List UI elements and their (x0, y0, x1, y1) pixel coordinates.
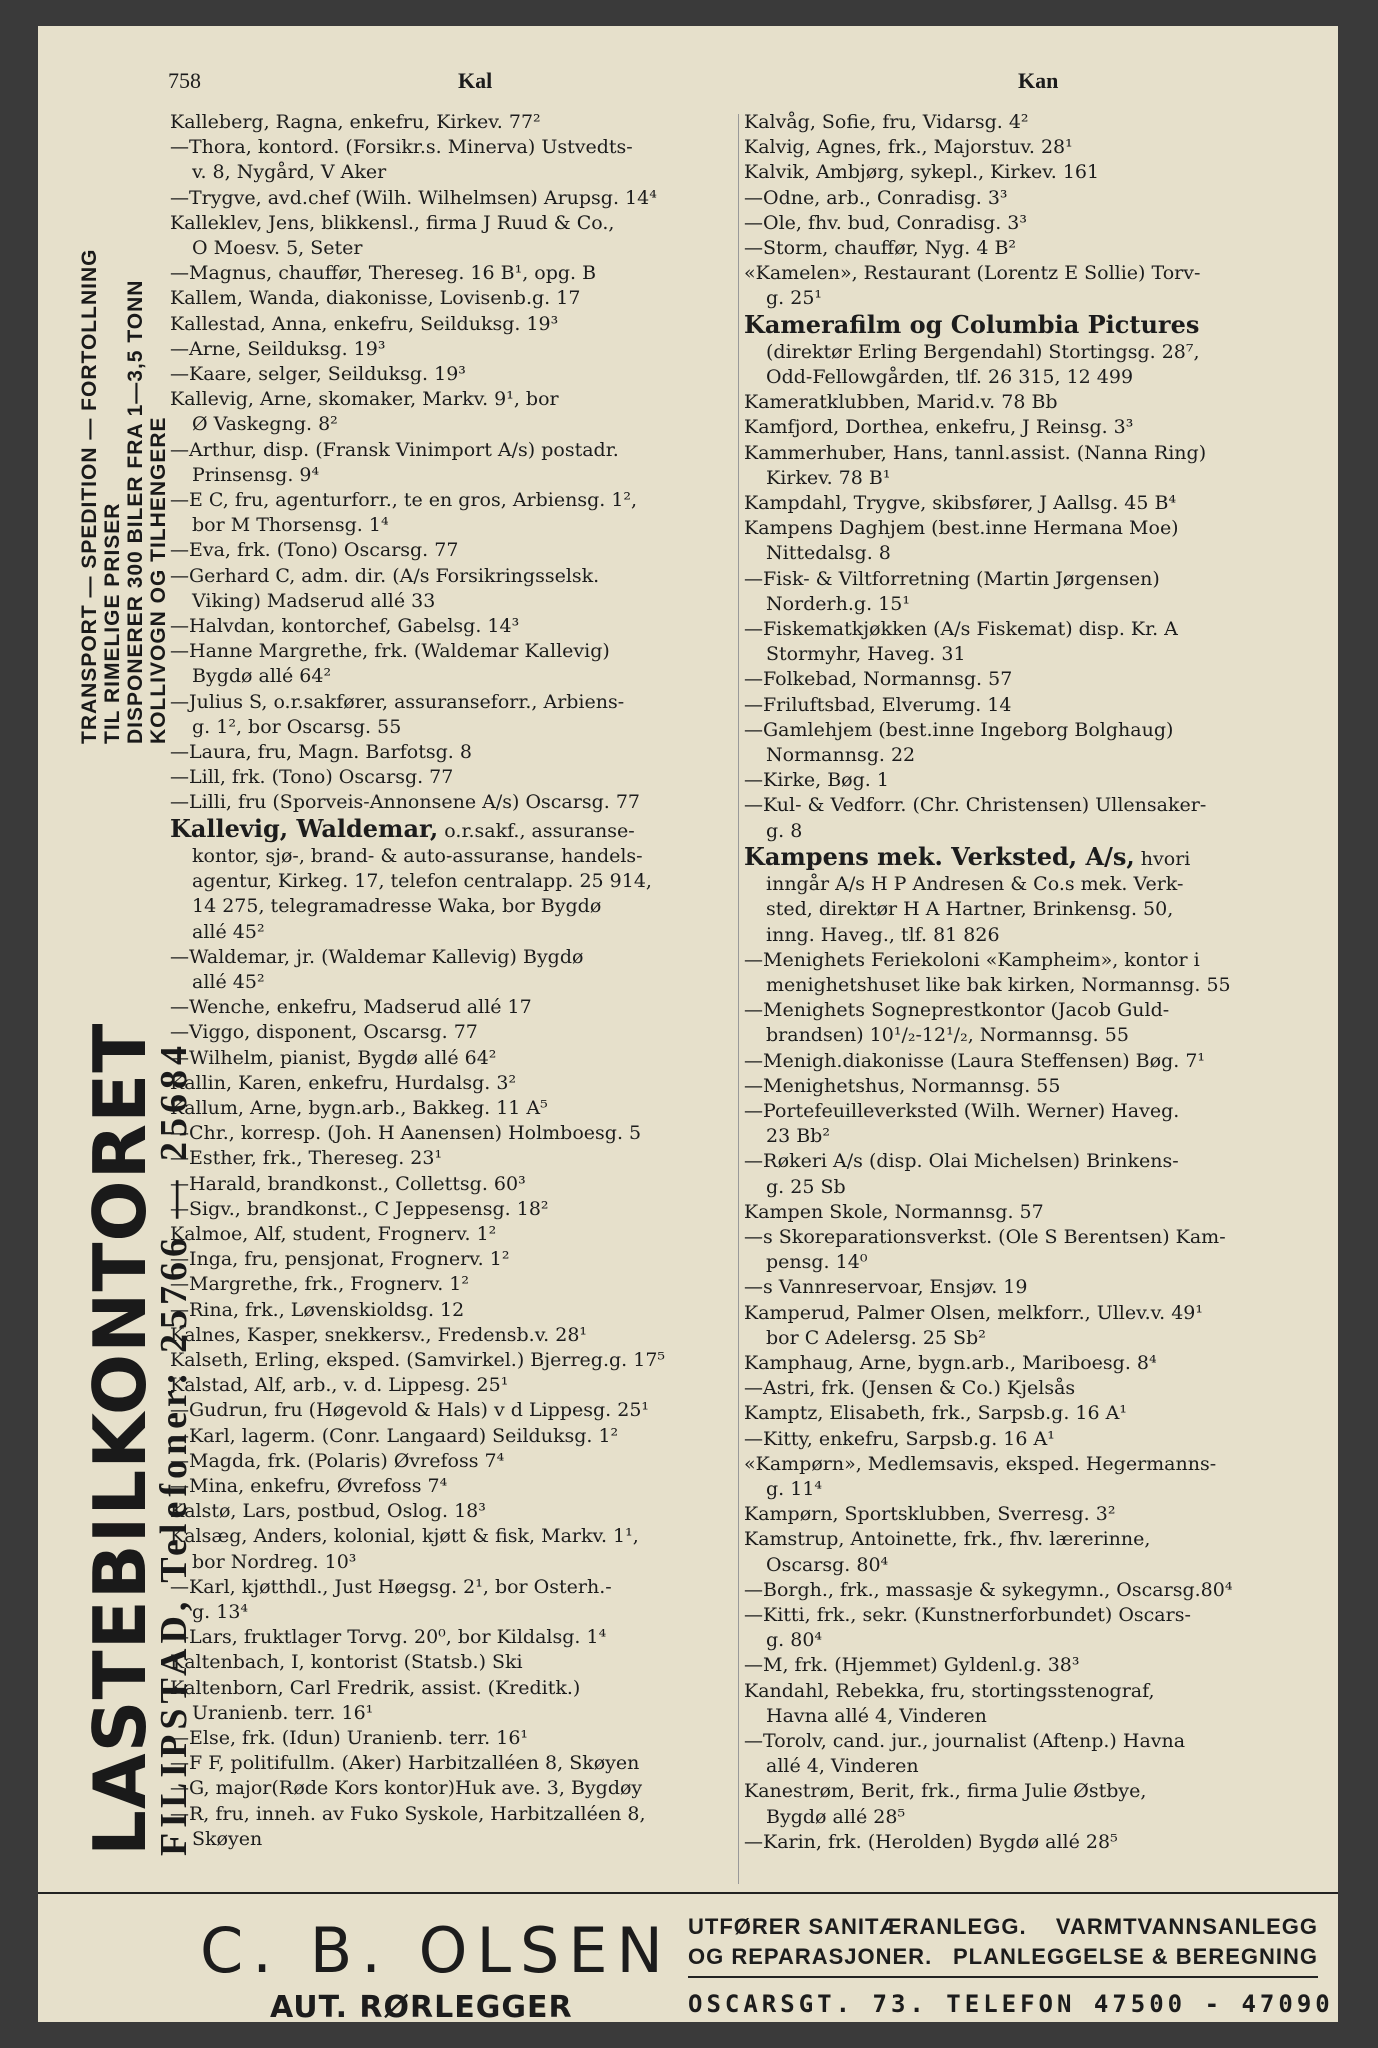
directory-entry (170, 614, 740, 639)
entry-headline: —Borgh., frk., massasje & sykegymn., Oscarsg.80⁴ (744, 1578, 1233, 1601)
entry-headline: Kalsæg, Anders, kolonial, kjøtt & fisk, Markv. 1¹, (170, 1525, 639, 1548)
directory-entry (170, 1398, 740, 1423)
entry-headline: —Lars, fruktlager Torvg. 20⁰, bor Kildalsg. 1⁴ (170, 1626, 607, 1649)
directory-entry (170, 1046, 740, 1071)
directory-entry (170, 1197, 740, 1222)
directory-entry (744, 998, 1310, 1048)
entry-headline: —G, major(Røde Kors kontor)Huk ave. 3, Bygdøy (170, 1777, 643, 1800)
entry-headline: —s Skoreparationsverkst. (Ole S Berentsen) Kam- (744, 1225, 1226, 1248)
entry-headline: Kallin, Karen, enkefru, Hurdalsg. 3² (170, 1071, 517, 1094)
entry-headline: —s Vannreservoar, Ensjøv. 19 (744, 1276, 1028, 1299)
directory-entry (170, 1373, 740, 1398)
directory-entry (744, 1301, 1310, 1351)
entry-continuation: allé 45² (192, 970, 265, 993)
directory-entry (744, 1401, 1310, 1426)
entry-continuation: inng. Haveg., tlf. 81 826 (766, 923, 1000, 946)
footer-service: OG REPARASJONER. (688, 1944, 933, 1969)
entry-continuation: Viking) Madserud allé 33 (192, 589, 436, 612)
directory-entry (744, 617, 1310, 667)
entry-headline: Kanestrøm, Berit, frk., firma Julie Østbye, (744, 1780, 1147, 1803)
entry-headline: Kalstø, Lars, postbud, Oslog. 18³ (170, 1500, 486, 1523)
entry-continuation: brandsen) 10¹/₂-12¹/₂, Normannsg. 55 (766, 1024, 1129, 1047)
directory-entry (170, 312, 740, 337)
directory-entry (744, 160, 1310, 185)
entry-headline: —Gamlehjem (best.inne Ingeborg Bolghaug) (744, 718, 1174, 741)
directory-entry (170, 1146, 740, 1171)
keyword-right: Kan (1018, 68, 1059, 93)
entry-headline: Kampen Skole, Normannsg. 57 (744, 1200, 1044, 1223)
directory-entry (170, 1424, 740, 1449)
entry-headline: Kallevig, Arne, skomaker, Markv. 9¹, bor (170, 388, 559, 411)
directory-entry (744, 1452, 1310, 1502)
entry-continuation: Odd-Fellowgården, tlf. 26 315, 12 499 (766, 366, 1134, 389)
entry-headline: —Kirke, Bøg. 1 (744, 769, 889, 792)
entry-headline: Kalvig, Agnes, frk., Majorstuv. 28¹ (744, 136, 1073, 159)
directory-entry (170, 564, 740, 614)
directory-entry (744, 718, 1310, 768)
entry-continuation: g. 8 (766, 819, 803, 842)
entry-headline: Kallevig, Waldemar, (170, 813, 439, 843)
directory-entry (744, 1074, 1310, 1099)
entry-headline: —Folkebad, Normannsg. 57 (744, 668, 1013, 691)
entry-headline: —F F, politifullm. (Aker) Harbitzalléen 8, Skøyen (170, 1752, 640, 1775)
directory-entry (170, 337, 740, 362)
footer-company-name: C. B. OLSEN (200, 1914, 672, 1987)
directory-entry (170, 1348, 740, 1373)
entry-continuation: Uranienb. terr. 16¹ (192, 1701, 374, 1724)
entry-headline: —Trygve, avd.chef (Wilh. Wilhelmsen) Arupsg. 14⁴ (170, 186, 657, 209)
entry-continuation: Havna allé 4, Vinderen (766, 1704, 987, 1727)
ad-phone-line: FILIPSTAD, Telefoner: 25766 — 25684 (153, 1040, 195, 1856)
entry-headline: Kalnes, Kasper, snekkersv., Fredensb.v. 28¹ (170, 1323, 588, 1346)
entry-continuation: bor M Thorsensg. 1⁴ (192, 514, 389, 537)
entry-continuation: 14 275, telegramadresse Waka, bor Bygdø (192, 895, 602, 918)
entry-continuation: g. 25¹ (766, 287, 823, 310)
entry-headline: —Kaare, selger, Seilduksg. 19³ (170, 363, 466, 386)
entry-continuation: inngår A/s H P Andresen & Co.s mek. Verk- (766, 873, 1184, 896)
entry-headline: —Astri, frk. (Jensen & Co.) Kjelsås (744, 1377, 1076, 1400)
entry-headline: Kallum, Arne, bygn.arb., Bakkeg. 11 A⁵ (170, 1096, 548, 1119)
directory-entry (170, 211, 740, 261)
directory-entry (744, 441, 1310, 491)
entry-headline: —Arthur, disp. (Fransk Vinimport A/s) postadr. (170, 438, 619, 461)
entry-headline: Kallem, Wanda, diakonisse, Lovisenb.g. 17 (170, 287, 581, 310)
entry-headline: —Margrethe, frk., Frognerv. 1² (170, 1273, 469, 1296)
entry-headline: Kalvåg, Sofie, fru, Vidarsg. 4² (744, 111, 1029, 133)
directory-entry (744, 1200, 1310, 1225)
directory-entry (744, 1527, 1310, 1577)
entry-headline: —Karin, frk. (Herolden) Bygdø allé 28⁵ (744, 1830, 1118, 1853)
directory-entry (744, 567, 1310, 617)
entry-headline: Kalseth, Erling, eksped. (Samvirkel.) Bjerreg.g. 17⁵ (170, 1348, 666, 1371)
entry-continuation: g. 13⁴ (192, 1600, 249, 1623)
entry-continuation: sted, direktør H A Hartner, Brinkensg. 50, (766, 898, 1174, 921)
column-divider (738, 114, 739, 1884)
entry-headline: —Hanne Margrethe, frk. (Waldemar Kallevig) (170, 640, 610, 663)
entry-headline: —Eva, frk. (Tono) Oscarsg. 77 (170, 539, 459, 562)
entry-continuation: bor Nordreg. 10³ (192, 1550, 357, 1573)
entry-headline: —Inga, fru, pensjonat, Frognerv. 1² (170, 1248, 510, 1271)
directory-entry (170, 1776, 740, 1801)
entry-headline: —Magnus, chauffør, Thereseg. 16 B¹, opg. B (170, 262, 597, 285)
entry-headline: —Fisk- & Viltforretning (Martin Jørgensen) (744, 567, 1160, 590)
entry-tail: hvori (1134, 847, 1191, 870)
page-header (38, 68, 1338, 108)
entry-headline: Kampens Daghjem (best.inne Hermana Moe) (744, 517, 1179, 540)
directory-entry (744, 793, 1310, 843)
directory-entry (170, 1096, 740, 1121)
entry-headline: Kamfjord, Dorthea, enkefru, J Reinsg. 3³ (744, 416, 1134, 439)
directory-entry (744, 1729, 1310, 1779)
entry-headline: Kamperud, Palmer Olsen, melkforr., Ullev.v. 49¹ (744, 1301, 1203, 1324)
entry-continuation: Oscarsg. 80⁴ (766, 1553, 889, 1576)
directory-entry (170, 813, 740, 945)
directory-entry (170, 1499, 740, 1524)
entry-headline: «Kamelen», Restaurant (Lorentz E Sollie) Torv- (744, 262, 1201, 285)
entry-headline: —M, frk. (Hjemmet) Gyldenl.g. 38³ (744, 1654, 1080, 1677)
entry-continuation: Ø Vaskegng. 8² (192, 413, 338, 436)
directory-entry (170, 1449, 740, 1474)
directory-entry (170, 1575, 740, 1625)
directory-entry (744, 841, 1310, 948)
directory-entry (170, 438, 740, 488)
entry-continuation: Norderh.g. 15¹ (766, 592, 910, 615)
entry-tail: o.r.sakf., assuranse- (438, 819, 635, 842)
directory-entry (170, 1625, 740, 1650)
entry-headline: —Røkeri A/s (disp. Olai Michelsen) Brinkens- (744, 1150, 1179, 1173)
footer-services-row-2 (688, 1944, 1318, 1970)
entry-continuation: g. 1², bor Oscarsg. 55 (192, 715, 402, 738)
entry-headline: —R, fru, inneh. av Fuko Syskole, Harbitzalléen 8, (170, 1802, 646, 1825)
entry-headline: —Kul- & Vedforr. (Chr. Christensen) Ullensaker- (744, 794, 1207, 817)
entry-headline: —Wenche, enkefru, Madserud allé 17 (170, 996, 532, 1019)
entry-continuation: g. 80⁴ (766, 1629, 823, 1652)
ad-line-1: TRANSPORT — SPEDITION — FORTOLLNING (78, 248, 101, 744)
directory-entry (744, 186, 1310, 211)
entry-headline: —Menighetshus, Normannsg. 55 (744, 1074, 1061, 1097)
entry-headline: Kamerafilm og Columbia Pictures (744, 309, 1200, 339)
directory-entry (170, 1751, 740, 1776)
entry-headline: —Fiskematkjøkken (A/s Fiskemat) disp. Kr. A (744, 618, 1178, 641)
directory-entry (170, 790, 740, 815)
entry-headline: —Mina, enkefru, Øvrefoss 7⁴ (170, 1474, 448, 1497)
directory-entry (170, 1172, 740, 1197)
ad-line-2: TIL RIMELIGE PRISER (101, 502, 124, 744)
directory-entry (170, 740, 740, 765)
directory-entry (170, 135, 740, 185)
footer-service: UTFØRER SANITÆRANLEGG. (688, 1914, 1027, 1939)
entry-headline: Kalleklev, Jens, blikkensl., firma J Ruud & Co., (170, 211, 615, 234)
directory-entry (170, 1121, 740, 1146)
footer-subtitle: AUT. RØRLEGGER (270, 1990, 573, 2022)
entry-headline: Kamptz, Elisabeth, frk., Sarpsb.g. 16 A¹ (744, 1402, 1127, 1425)
footer-rule (688, 1976, 1318, 1978)
entry-headline: —Menighets Sogneprestkontor (Jacob Guld- (744, 999, 1170, 1022)
entry-continuation: g. 11⁴ (766, 1477, 823, 1500)
ad-company-name: LASTEBILKONTORET (78, 1022, 162, 1856)
entry-headline: Kampens mek. Verksted, A/s, (744, 841, 1135, 871)
page-number: 758 (168, 68, 201, 93)
directory-entry (170, 1071, 740, 1096)
entry-continuation: Bygdø allé 28⁵ (766, 1805, 906, 1828)
entry-headline: —Gudrun, fru (Høgevold & Hals) v d Lippesg. 25¹ (170, 1399, 650, 1422)
entry-headline: —Thora, kontord. (Forsikr.s. Minerva) Ustvedts- (170, 136, 633, 159)
entry-continuation: v. 8, Nygård, V Aker (192, 161, 387, 184)
directory-entry (170, 1323, 740, 1348)
directory-entry (170, 1247, 740, 1272)
entry-headline: —Sigv., brandkonst., C Jeppesensg. 18² (170, 1197, 549, 1220)
entry-headline: Kallestad, Anna, enkefru, Seilduksg. 19³ (170, 312, 559, 335)
entry-headline: —Lilli, fru (Sporveis-Annonsene A/s) Oscarsg. 77 (170, 791, 640, 814)
entry-headline: —Viggo, disponent, Oscarsg. 77 (170, 1021, 478, 1044)
directory-entry (744, 1427, 1310, 1452)
entry-continuation: g. 25 Sb (766, 1175, 846, 1198)
directory-page (38, 26, 1338, 2022)
directory-entry (744, 1275, 1310, 1300)
entry-continuation: allé 4, Vinderen (766, 1755, 919, 1778)
directory-entry (744, 135, 1310, 160)
entry-continuation: kontor, sjø-, brand- & auto-assuranse, handels- (192, 844, 643, 867)
directory-entry (744, 415, 1310, 440)
directory-entry (170, 1020, 740, 1045)
directory-entry (744, 1351, 1310, 1376)
directory-entry (744, 1502, 1310, 1527)
entry-headline: —Odne, arb., Conradisg. 3³ (744, 186, 1008, 209)
directory-entry (744, 1225, 1310, 1275)
directory-entry (170, 1272, 740, 1297)
directory-entry (744, 1603, 1310, 1653)
directory-entry (170, 765, 740, 790)
entry-headline: —Menigh.diakonisse (Laura Steffensen) Bøg. 7¹ (744, 1049, 1206, 1072)
directory-entry (744, 1376, 1310, 1401)
entry-continuation: O Moesv. 5, Seter (192, 237, 363, 260)
directory-entry (744, 309, 1310, 391)
entry-headline: —Julius S, o.r.sakfører, assuranseforr., Arbiens- (170, 690, 625, 713)
entry-headline: Kamphaug, Arne, bygn.arb., Mariboesg. 8⁴ (744, 1351, 1157, 1374)
directory-entry (170, 1802, 740, 1852)
directory-entry (170, 639, 740, 689)
directory-entry (744, 516, 1310, 566)
entry-continuation: menighetshuset like bak kirken, Normannsg. 55 (766, 973, 1231, 996)
entry-headline: —Friluftsbad, Elverumg. 14 (744, 693, 1012, 716)
directory-entry (170, 1676, 740, 1726)
entry-headline: Kalstad, Alf, arb., v. d. Lippesg. 25¹ (170, 1374, 509, 1397)
footer-service: VARMTVANNSANLEGG (1055, 1914, 1318, 1939)
directory-entry (744, 1679, 1310, 1729)
entry-continuation: 23 Bb² (766, 1125, 830, 1148)
entry-headline: Kandahl, Rebekka, fru, stortingsstenograf, (744, 1679, 1155, 1702)
entry-headline: Kamstrup, Antoinette, frk., fhv. lærerinne, (744, 1528, 1151, 1551)
entry-headline: —Kitti, frk., sekr. (Kunstnerforbundet) Oscars- (744, 1603, 1191, 1626)
directory-entry (170, 1650, 740, 1675)
directory-entry (744, 948, 1310, 998)
directory-entry (744, 390, 1310, 415)
directory-entry (744, 236, 1310, 261)
directory-entry (744, 211, 1310, 236)
entry-headline: —Harald, brandkonst., Collettsg. 60³ (170, 1172, 526, 1195)
entry-headline: Kaltenborn, Carl Fredrik, assist. (Kreditk.) (170, 1676, 581, 1699)
entry-continuation: Bygdø allé 64² (192, 665, 332, 688)
entry-headline: —Ole, fhv. bud, Conradisg. 3³ (744, 211, 1028, 234)
entry-headline: Kammerhuber, Hans, tannl.assist. (Nanna Ring) (744, 441, 1207, 464)
entry-headline: Kaltenbach, I, kontorist (Statsb.) Ski (170, 1651, 523, 1674)
entry-headline: —Kitty, enkefru, Sarpsb.g. 16 A¹ (744, 1427, 1055, 1450)
footer-services-row-1 (688, 1914, 1318, 1940)
entry-continuation: agentur, Kirkeg. 17, telefon centralapp. 25 914, (192, 870, 652, 893)
directory-entry (744, 693, 1310, 718)
entry-continuation: Skøyen (192, 1827, 263, 1850)
directory-entry (170, 110, 740, 135)
entry-headline: —Lill, frk. (Tono) Oscarsg. 77 (170, 766, 454, 789)
directory-entry (744, 1830, 1310, 1855)
directory-entry (170, 690, 740, 740)
entry-headline: —Portefeuilleverksted (Wilh. Werner) Haveg. (744, 1099, 1180, 1122)
directory-entry (744, 1779, 1310, 1829)
directory-entry (744, 110, 1310, 135)
directory-entry (170, 1298, 740, 1323)
entry-headline: —Torolv, cand. jur., journalist (Aftenp.) Havna (744, 1730, 1186, 1752)
entry-continuation: pensg. 14⁰ (766, 1251, 868, 1274)
entry-headline: Kampdahl, Trygve, skibsfører, J Aallsg. 45 B⁴ (744, 492, 1177, 515)
entry-headline: Kampørn, Sportsklubben, Sverresg. 3² (744, 1503, 1116, 1526)
directory-entry (744, 1049, 1310, 1074)
entry-headline: Kalleberg, Ragna, enkefru, Kirkev. 77² (170, 111, 541, 133)
ad-line-4: KOLLIVOGN OG TILHENGERE (147, 416, 170, 744)
footer-advertisement (38, 1892, 1338, 2022)
directory-entry (170, 945, 740, 995)
entry-continuation: Normannsg. 22 (766, 744, 916, 767)
directory-entry (744, 768, 1310, 793)
entry-continuation: Stormyhr, Haveg. 31 (766, 643, 966, 666)
entry-headline: —Magda, frk. (Polaris) Øvrefoss 7⁴ (170, 1449, 505, 1472)
entry-headline: «Kampørn», Medlemsavis, eksped. Hegermanns- (744, 1452, 1217, 1475)
directory-entry (170, 362, 740, 387)
entry-continuation: bor C Adelersg. 25 Sb² (766, 1326, 986, 1349)
entry-headline: —Esther, frk., Thereseg. 23¹ (170, 1147, 443, 1170)
directory-entry (170, 488, 740, 538)
directory-entry (744, 1578, 1310, 1603)
directory-entry (170, 1524, 740, 1574)
entry-headline: —Gerhard C, adm. dir. (A/s Forsikringsselsk. (170, 564, 600, 587)
entry-headline: —Else, frk. (Idun) Uranienb. terr. 16¹ (170, 1727, 529, 1749)
directory-entry (170, 1222, 740, 1247)
entry-headline: —Karl, lagerm. (Conr. Langaard) Seilduksg. 1² (170, 1424, 619, 1447)
directory-entry (744, 667, 1310, 692)
directory-entry (744, 261, 1310, 311)
entry-headline: —Storm, chauffør, Nyg. 4 B² (744, 237, 1017, 260)
entry-headline: —Halvdan, kontorchef, Gabelsg. 14³ (170, 615, 520, 638)
directory-entry (170, 387, 740, 437)
entry-headline: Kalmoe, Alf, student, Frognerv. 1² (170, 1222, 497, 1245)
entry-headline: —Menighets Feriekoloni «Kampheim», kontor i (744, 948, 1200, 971)
keyword-left: Kal (458, 68, 493, 93)
directory-entry (170, 1726, 740, 1751)
entry-headline: —Laura, fru, Magn. Barfotsg. 8 (170, 741, 472, 764)
directory-entry (744, 1099, 1310, 1149)
footer-service: PLANLEGGELSE & BEREGNING (952, 1944, 1318, 1969)
directory-entry (170, 261, 740, 286)
entry-headline: —Waldemar, jr. (Waldemar Kallevig) Bygdø (170, 945, 584, 968)
directory-entry (170, 186, 740, 211)
directory-entry (744, 491, 1310, 516)
directory-entry (170, 538, 740, 563)
ad-line-3: DISPONERER 300 BILER FRA 1—3,5 TONN (124, 279, 147, 744)
entry-continuation: Prinsensg. 9⁴ (192, 463, 320, 486)
entry-headline: —Wilhelm, pianist, Bygdø allé 64² (170, 1046, 497, 1069)
entry-continuation: Nittedalsg. 8 (766, 542, 891, 565)
entry-headline: —Rina, frk., Løvenskioldsg. 12 (170, 1298, 465, 1321)
entry-headline: —Karl, kjøtthdl., Just Høegsg. 2¹, bor Osterh.- (170, 1575, 612, 1598)
directory-entry (170, 995, 740, 1020)
entry-headline: Kameratklubben, Marid.v. 78 Bb (744, 391, 1058, 414)
entry-continuation: (direktør Erling Bergendahl) Stortingsg. 28⁷, (766, 340, 1200, 363)
entry-continuation: Kirkev. 78 B¹ (766, 466, 891, 489)
entry-headline: —E C, fru, agenturforr., te en gros, Arbiensg. 1², (170, 489, 638, 512)
entry-headline: —Chr., korresp. (Joh. H Aanensen) Holmboesg. 5 (170, 1122, 642, 1145)
entry-headline: —Arne, Seilduksg. 19³ (170, 337, 386, 360)
directory-entry (744, 1149, 1310, 1199)
entry-continuation: allé 45² (192, 920, 265, 943)
directory-entry (170, 286, 740, 311)
entry-headline: Kalvik, Ambjørg, sykepl., Kirkev. 161 (744, 161, 1100, 184)
right-column (744, 110, 1310, 1890)
left-column (170, 110, 740, 1890)
directory-entry (170, 1474, 740, 1499)
directory-entry (744, 1653, 1310, 1678)
footer-address: OSCARSGT. 73. TELEFON 47500 - 47090 (688, 1990, 1334, 2018)
